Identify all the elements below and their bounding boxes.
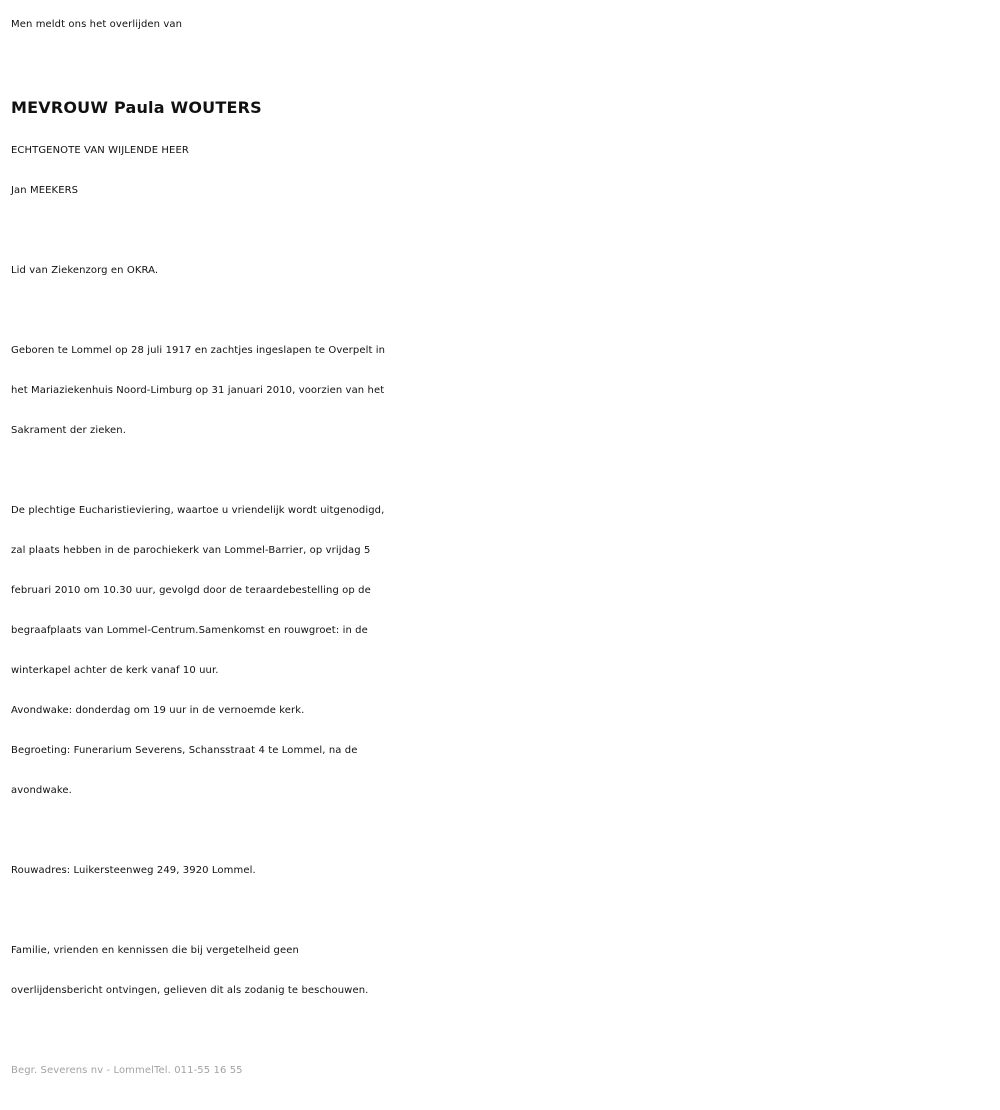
- paragraph-line: Familie, vrienden en kennissen die bij vergetelheid geen: [11, 945, 299, 956]
- spacer: [11, 891, 991, 931]
- spacer: [11, 291, 991, 331]
- paragraph-line: begraafplaats van Lommel-Centrum.Samenkomst en rouwgroet: in de: [11, 625, 368, 636]
- spouse-line-1: ECHTGENOTE VAN WIJLENDE HEER: [11, 145, 189, 156]
- spacer: [11, 451, 991, 491]
- paragraph-line: februari 2010 om 10.30 uur, gevolgd door de teraardebestelling op de: [11, 585, 371, 596]
- paragraph-line: Sakrament der zieken.: [11, 425, 127, 436]
- paragraph-line: Geboren te Lommel op 28 juli 1917 en zachtjes ingeslapen te Overpelt in: [11, 345, 386, 356]
- spacer: [11, 211, 991, 251]
- paragraph-line: overlijdensbericht ontvingen, gelieven dit als zodanig te beschouwen.: [11, 985, 369, 996]
- paragraph-line: De plechtige Eucharistieviering, waartoe u vriendelijk wordt uitgenodigd,: [11, 505, 385, 516]
- membership-text: Lid van Ziekenzorg en OKRA.: [11, 265, 159, 276]
- intro-text: Men meldt ons het overlijden van: [11, 19, 183, 30]
- spacer: [11, 1011, 991, 1051]
- deceased-name: MEVROUW Paula WOUTERS: [11, 98, 262, 117]
- paragraph-line: Begroeting: Funerarium Severens, Schansstraat 4 te Lommel, na de: [11, 745, 358, 756]
- funeral-home-footer: Begr. Severens nv - LommelTel. 011-55 16 55: [11, 1065, 243, 1076]
- spouse-line-2: Jan MEEKERS: [11, 185, 79, 196]
- death-notice: [11, 0, 991, 1091]
- paragraph-line: winterkapel achter de kerk vanaf 10 uur.: [11, 665, 219, 676]
- paragraph-line: avondwake.: [11, 785, 72, 796]
- ceremony-paragraph: [11, 491, 991, 811]
- mourning-address: Rouwadres: Luikersteenweg 249, 3920 Lommel.: [11, 865, 256, 876]
- birth-death-paragraph: [11, 331, 991, 451]
- paragraph-line: het Mariaziekenhuis Noord-Limburg op 31 januari 2010, voorzien van het: [11, 385, 385, 396]
- paragraph-line: zal plaats hebben in de parochiekerk van Lommel-Barrier, op vrijdag 5: [11, 545, 371, 556]
- spacer: [11, 811, 991, 851]
- paragraph-line: Avondwake: donderdag om 19 uur in de vernoemde kerk.: [11, 705, 305, 716]
- closing-paragraph: [11, 931, 991, 1011]
